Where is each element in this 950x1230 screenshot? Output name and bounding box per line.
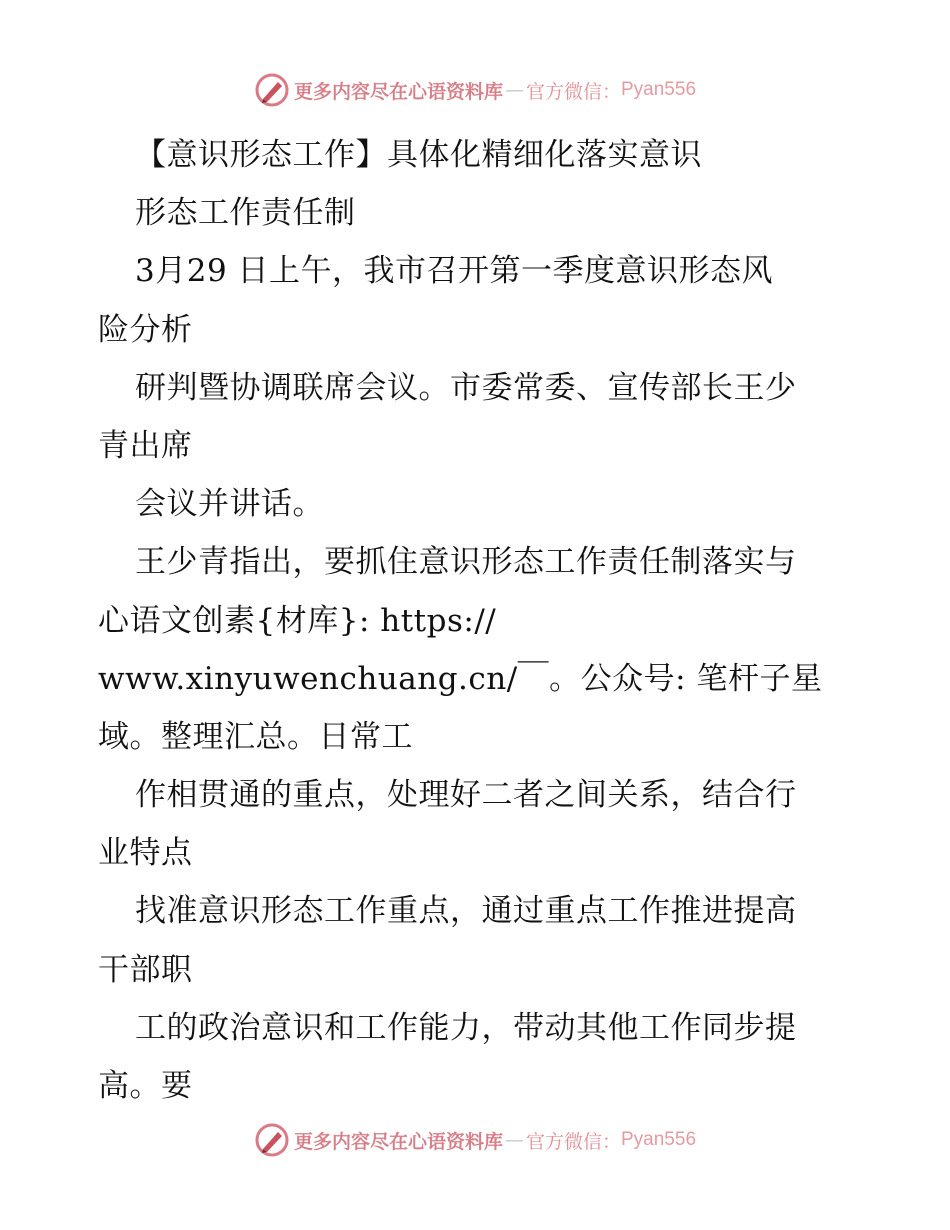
document-line: 会议并讲话。 (135, 486, 324, 523)
watermark-separator: — (504, 79, 524, 101)
watermark-wechat-label: 官方微信： (525, 80, 621, 103)
document-line: www.xinyuwenchuang.cn/￣。公众号: 笔杆子星 (98, 660, 823, 697)
document-line: 作相贯通的重点，处理好二者之间关系，结合行 (135, 777, 797, 814)
document-line: 域。整理汇总。日常工 (98, 718, 413, 755)
watermark-wechat-id: Pyan556 (621, 79, 697, 100)
document-line: 心语文创素{材库}: https:// (98, 602, 497, 639)
pen-logo-icon (254, 72, 290, 108)
watermark-banner-top (0, 70, 950, 110)
document-line: 干部职 (98, 951, 193, 988)
document-line: 形态工作责任制 (135, 195, 356, 232)
document-line: 高。要 (98, 1068, 193, 1104)
document-body (98, 126, 858, 1115)
document-line: 工的政治意识和工作能力，带动其他工作同步提 (135, 1009, 797, 1046)
document-line: 险分析 (98, 311, 193, 348)
watermark-wechat-id: Pyan556 (621, 1129, 697, 1150)
watermark-banner-bottom (0, 1120, 950, 1160)
document-line: 王少青指出，要抓住意识形态工作责任制落实与 (135, 544, 797, 581)
document-line: 青出席 (98, 427, 193, 464)
watermark-wechat-label: 官方微信： (525, 1130, 621, 1153)
watermark-site: 更多内容尽在心语资料库 (293, 80, 503, 103)
watermark-separator: — (504, 1129, 524, 1151)
document-line: 研判暨协调联席会议。市委常委、宣传部长王少 (135, 369, 797, 406)
document-line: 找准意识形态工作重点，通过重点工作推进提高 (135, 893, 797, 930)
document-line: 【意识形态工作】具体化精细化落实意识 (135, 137, 702, 173)
document-line: 3月29 日上午，我市召开第一季度意识形态风 (135, 253, 774, 290)
document-line: 业特点 (98, 835, 193, 872)
watermark-site: 更多内容尽在心语资料库 (293, 1130, 503, 1153)
pen-logo-icon (254, 1122, 290, 1158)
